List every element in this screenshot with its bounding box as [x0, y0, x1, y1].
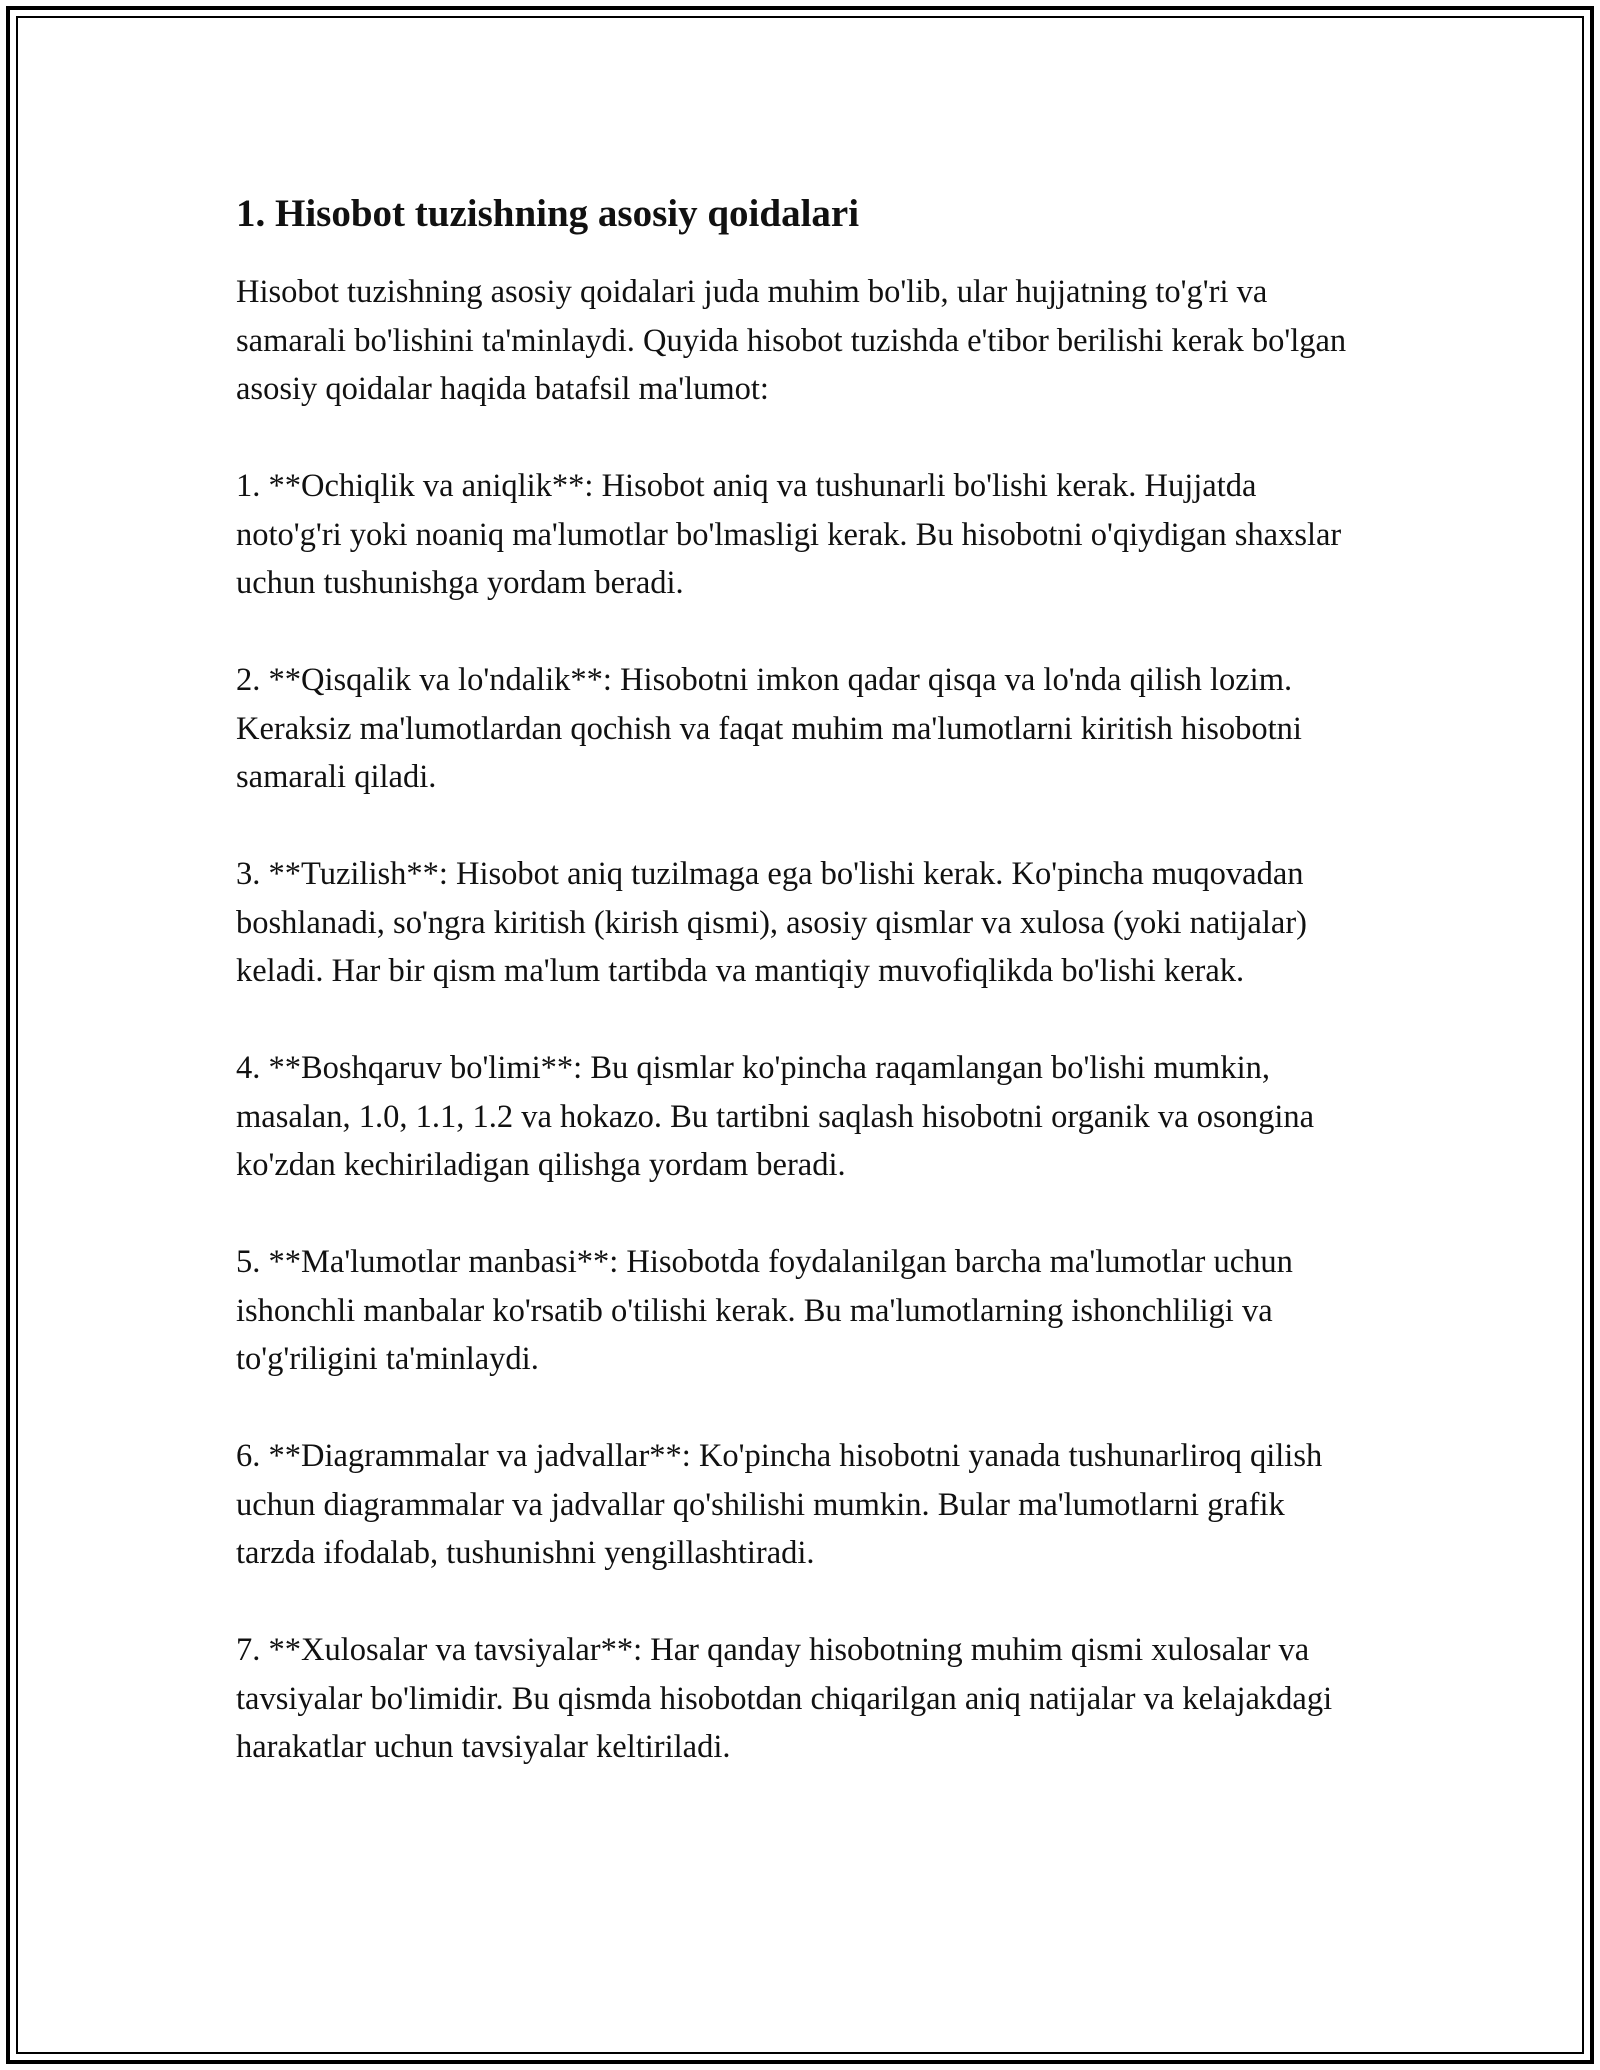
rule-item-7: 7. **Xulosalar va tavsiyalar**: Har qanday hisobotning muhim qismi xulosalar va tavsiyalar bo'limidir. Bu qismda hisobotdan chiqarilgan aniq natijalar va kelajakdagi harakatlar uchun tavsiyalar keltiriladi. [236, 1632, 1333, 1765]
rule-item-4: 4. **Boshqaruv bo'limi**: Bu qismlar ko'pincha raqamlangan bo'lishi mumkin, masalan, 1.0, 1.1, 1.2 va hokazo. Bu tartibni saqlash hisobotni organik va osongina ko'zdan kechiriladigan qilishga yordam beradi. [236, 1050, 1315, 1183]
section-heading: 1. Hisobot tuzishning asosiy qoidalari [236, 192, 860, 235]
rule-item-5: 5. **Ma'lumotlar manbasi**: Hisobotda foydalanilgan barcha ma'lumotlar uchun ishonchli manbalar ko'rsatib o'tilishi kerak. Bu ma'lumotlarning ishonchliligi va to'g'riligini ta'minlaydi. [236, 1244, 1293, 1377]
rule-item-3: 3. **Tuzilish**: Hisobot aniq tuzilmaga ega bo'lishi kerak. Ko'pincha muqovadan boshlanadi, so'ngra kiritish (kirish qismi), asosiy qismlar va xulosa (yoki natijalar) keladi. Har bir qism ma'lum tartibda va mantiqiy muvofiqlikda bo'lishi kerak. [236, 856, 1307, 989]
intro-paragraph: Hisobot tuzishning asosiy qoidalari juda muhim bo'lib, ular hujjatning to'g'ri va samarali bo'lishini ta'minlaydi. Quyida hisobot tuzishda e'tibor berilishi kerak bo'lgan asosiy qoidalar haqida batafsil ma'lumot: [236, 274, 1347, 407]
rule-item-1: 1. **Ochiqlik va aniqlik**: Hisobot aniq va tushunarli bo'lishi kerak. Hujjatda noto'g'ri yoki noaniq ma'lumotlar bo'lmasligi kerak. Bu hisobotni o'qiydigan shaxslar uchun tushunishga yordam beradi. [236, 468, 1342, 601]
rule-item-2: 2. **Qisqalik va lo'ndalik**: Hisobotni imkon qadar qisqa va lo'nda qilish lozim. Keraksiz ma'lumotlardan qochish va faqat muhim ma'lumotlarni kiritish hisobotni samarali qiladi. [236, 662, 1302, 795]
rule-item-6: 6. **Diagrammalar va jadvallar**: Ko'pincha hisobotni yanada tushunarliroq qilish uchun diagrammalar va jadvallar qo'shilishi mumkin. Bular ma'lumotlarni grafik tarzda ifodalab, tushunishni yengillashtiradi. [236, 1438, 1323, 1571]
document-body [236, 188, 1366, 1820]
